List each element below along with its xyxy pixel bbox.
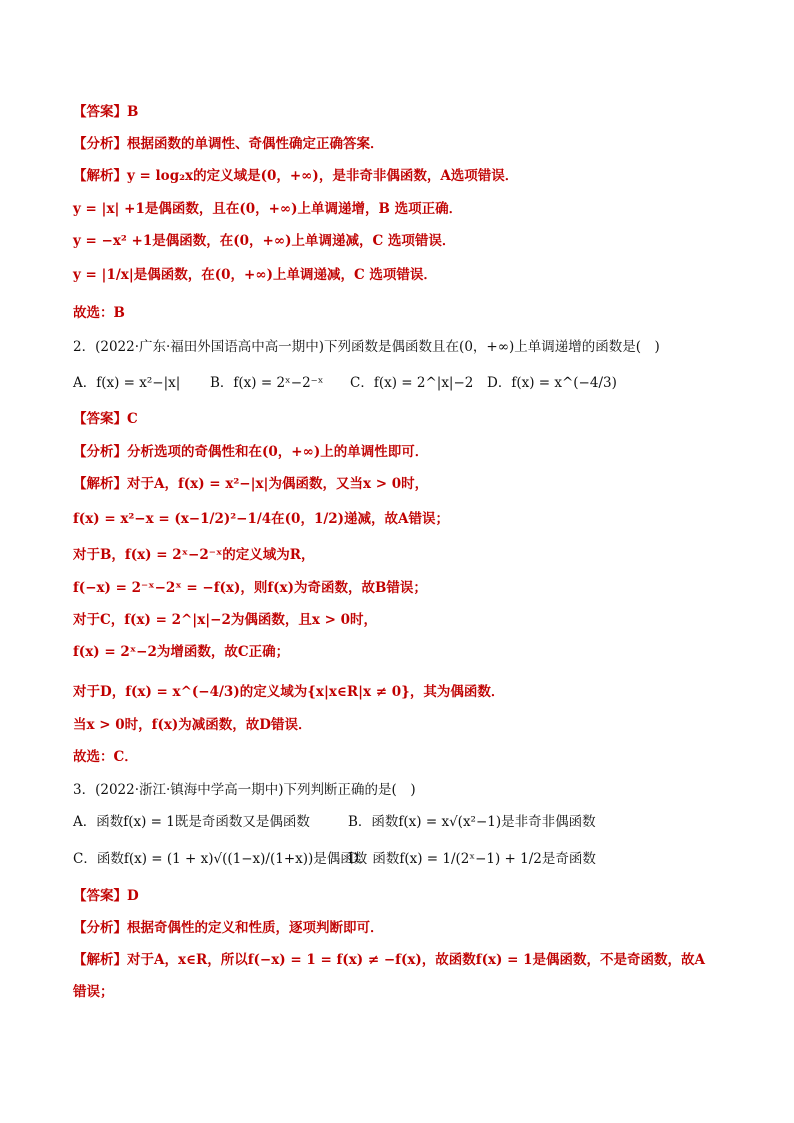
answer-2: 【答案】C: [73, 411, 138, 427]
choice-1: 故选：B: [73, 305, 125, 321]
q2-solution-b1: 对于B，f(x) = 2ˣ−2⁻ˣ的定义域为R，: [73, 547, 315, 563]
question-3-stem: 3．(2022·浙江·镇海中学高一期中)下列判断正确的是( ): [73, 782, 416, 798]
choice-2: 故选：C．: [73, 749, 138, 765]
analysis-tag: 【分析】: [73, 444, 127, 460]
q3-solution-a2: 错误；: [73, 984, 114, 1000]
q3-option-a: A．函数f(x) = 1既是奇函数又是偶函数: [73, 814, 310, 830]
q3-option-b: B．函数f(x) = x√(x²−1)是非奇非偶函数: [348, 814, 596, 830]
q2-option-b: B．f(x) = 2ˣ−2⁻ˣ: [210, 375, 324, 391]
analysis-2: [73, 442, 428, 462]
analysis-text: 分析选项的奇偶性和在(0，+∞)上的单调性即可．: [127, 444, 429, 460]
q2-solution-b2: f(−x) = 2⁻ˣ−2ˣ = −f(x)，则f(x)为奇函数，故B错误；: [73, 580, 427, 596]
q3-option-d: D．函数f(x) = 1/(2ˣ−1) + 1/2是奇函数: [348, 851, 596, 867]
solution-line-3: y = −x² +1是偶函数，在(0，+∞)上单调递减，C 选项错误．: [73, 233, 456, 249]
analysis-3: [73, 918, 384, 938]
q2-solution-d1: 对于D，f(x) = x^(−4/3)的定义域为{x|x∈R|x ≠ 0}，其为偶函数．: [73, 684, 505, 700]
q3-option-c: C．函数f(x) = (1 + x)√((1−x)/(1+x))是偶函数: [73, 851, 368, 867]
analysis-1: [73, 134, 384, 154]
q2-solution-a1: [73, 474, 428, 494]
solution-tag: 【解析】: [73, 168, 127, 184]
analysis-text: 根据奇偶性的定义和性质，逐项判断即可．: [127, 920, 384, 936]
q2-option-c: C．f(x) = 2^|x|−2: [350, 375, 474, 391]
q2-option-a: A．f(x) = x²−|x|: [73, 375, 181, 391]
analysis-tag: 【分析】: [73, 920, 127, 936]
solution-tag: 【解析】: [73, 952, 127, 968]
q2-solution-d2: 当x > 0时，f(x)为减函数，故D错误．: [73, 717, 312, 733]
solution-line-2: y = |x| +1是偶函数，且在(0，+∞)上单调递增，B 选项正确．: [73, 201, 463, 217]
analysis-text: 根据函数的单调性、奇偶性确定正确答案．: [127, 136, 384, 152]
q3-solution-a1: [73, 950, 705, 970]
analysis-tag: 【分析】: [73, 136, 127, 152]
solution-line-4: y = |1/x|是偶函数，在(0，+∞)上单调递减，C 选项错误．: [73, 267, 437, 283]
solution-tag: 【解析】: [73, 476, 127, 492]
solution-text: 对于A，f(x) = x²−|x|为偶函数，又当x > 0时，: [127, 476, 429, 492]
q2-option-d: D．f(x) = x^(−4/3): [487, 375, 617, 391]
solution-text: y = log₂x的定义域是(0，+∞)，是非奇非偶函数，A选项错误．: [127, 168, 519, 184]
answer-3: 【答案】D: [73, 888, 139, 904]
solution-text: 对于A，x∈R，所以f(−x) = 1 = f(x) ≠ −f(x)，故函数f(x) = 1是偶函数，不是奇函数，故A: [127, 952, 705, 968]
q2-solution-a2: f(x) = x²−x = (x−1/2)²−1/4在(0，1/2)递减，故A错误；: [73, 511, 450, 527]
answer-1: 【答案】B: [73, 104, 139, 120]
q2-solution-c1: 对于C，f(x) = 2^|x|−2为偶函数，且x > 0时，: [73, 612, 378, 628]
q2-solution-c2: f(x) = 2ˣ−2为增函数，故C正确；: [73, 644, 290, 660]
question-2-stem: 2．(2022·广东·福田外国语高中高一期中)下列函数是偶函数且在(0，+∞)上单调递增的函数是( ): [73, 339, 660, 355]
solution-line-1: [73, 166, 518, 186]
